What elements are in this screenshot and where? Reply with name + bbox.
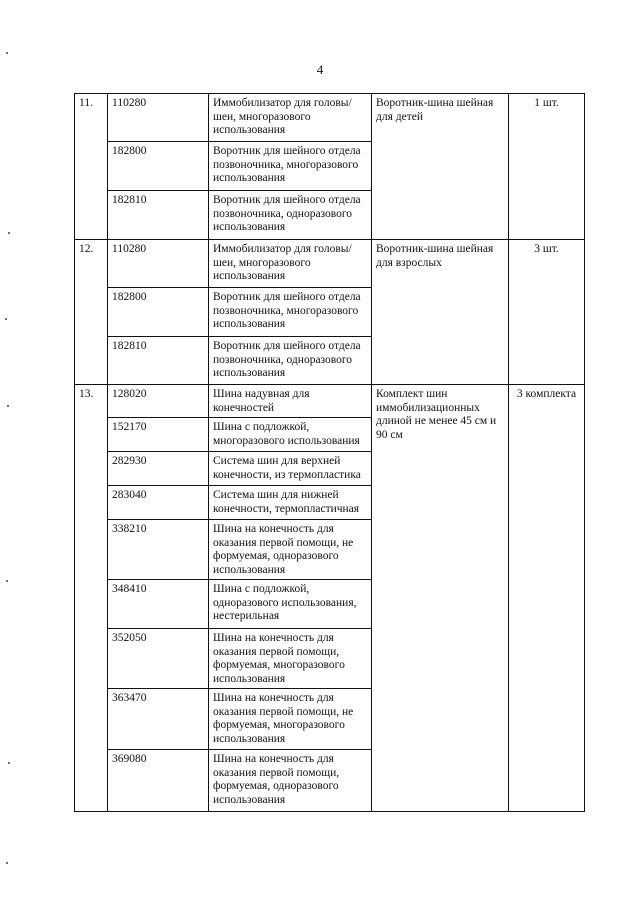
scan-speck — [8, 762, 10, 764]
item-name: Воротник для шейного отдела позвоночника, одноразового использования — [209, 191, 372, 240]
item-code: 182810 — [108, 337, 209, 385]
group-index: 12. — [75, 240, 108, 385]
item-name: Воротник для шейного отдела позвоночника, одноразового использования — [209, 337, 372, 385]
scan-speck — [6, 862, 8, 864]
group-quantity: 1 шт. — [509, 94, 585, 240]
group-spec: Воротник-шина шейная для взрослых — [372, 240, 509, 385]
group-quantity: 3 шт. — [509, 240, 585, 385]
scan-speck — [5, 318, 7, 320]
scan-speck — [6, 52, 8, 54]
table-row — [75, 94, 585, 142]
item-code: 282930 — [108, 452, 209, 486]
item-name: Воротник для шейного отдела позвоночника, многоразового использования — [209, 142, 372, 191]
item-code: 348410 — [108, 580, 209, 629]
table-row — [75, 240, 585, 288]
item-code: 182800 — [108, 288, 209, 337]
item-name: Шина на конечность для оказания первой помощи, формуемая, одноразового использования — [209, 750, 372, 812]
group-spec: Воротник-шина шейная для детей — [372, 94, 509, 240]
equipment-table — [74, 93, 585, 812]
item-code: 363470 — [108, 689, 209, 750]
item-code: 128020 — [108, 385, 209, 418]
group-spec: Комплект шин иммобилизационных длиной не менее 45 см и 90 см — [372, 385, 509, 812]
item-code: 110280 — [108, 240, 209, 288]
item-code: 182810 — [108, 191, 209, 240]
item-name: Воротник для шейного отдела позвоночника, многоразового использования — [209, 288, 372, 337]
item-name: Иммобилизатор для головы/шеи, многоразового использования — [209, 240, 372, 288]
item-name: Шина на конечность для оказания первой помощи, не формуемая, одноразового использования — [209, 520, 372, 580]
scan-speck — [8, 232, 10, 234]
item-code: 152170 — [108, 418, 209, 452]
item-name: Шина надувная для конечностей — [209, 385, 372, 418]
item-code: 338210 — [108, 520, 209, 580]
item-name: Шина на конечность для оказания первой помощи, не формуемая, многоразового использования — [209, 689, 372, 750]
table-row — [75, 385, 585, 418]
scan-speck — [6, 580, 8, 582]
group-quantity: 3 комплекта — [509, 385, 585, 812]
item-code: 352050 — [108, 629, 209, 689]
item-name: Шина с подложкой, многоразового использования — [209, 418, 372, 452]
item-code: 283040 — [108, 486, 209, 520]
item-code: 110280 — [108, 94, 209, 142]
scan-speck — [7, 405, 9, 407]
item-code: 182800 — [108, 142, 209, 191]
group-index: 13. — [75, 385, 108, 812]
item-name: Система шин для верхней конечности, из термопластика — [209, 452, 372, 486]
item-code: 369080 — [108, 750, 209, 812]
group-index: 11. — [75, 94, 108, 240]
item-name: Иммобилизатор для головы/шеи, многоразового использования — [209, 94, 372, 142]
page-number: 4 — [316, 62, 324, 77]
item-name: Система шин для нижней конечности, термопластичная — [209, 486, 372, 520]
item-name: Шина с подложкой, одноразового использования, нестерильная — [209, 580, 372, 629]
item-name: Шина на конечность для оказания первой помощи, формуемая, многоразового использования — [209, 629, 372, 689]
